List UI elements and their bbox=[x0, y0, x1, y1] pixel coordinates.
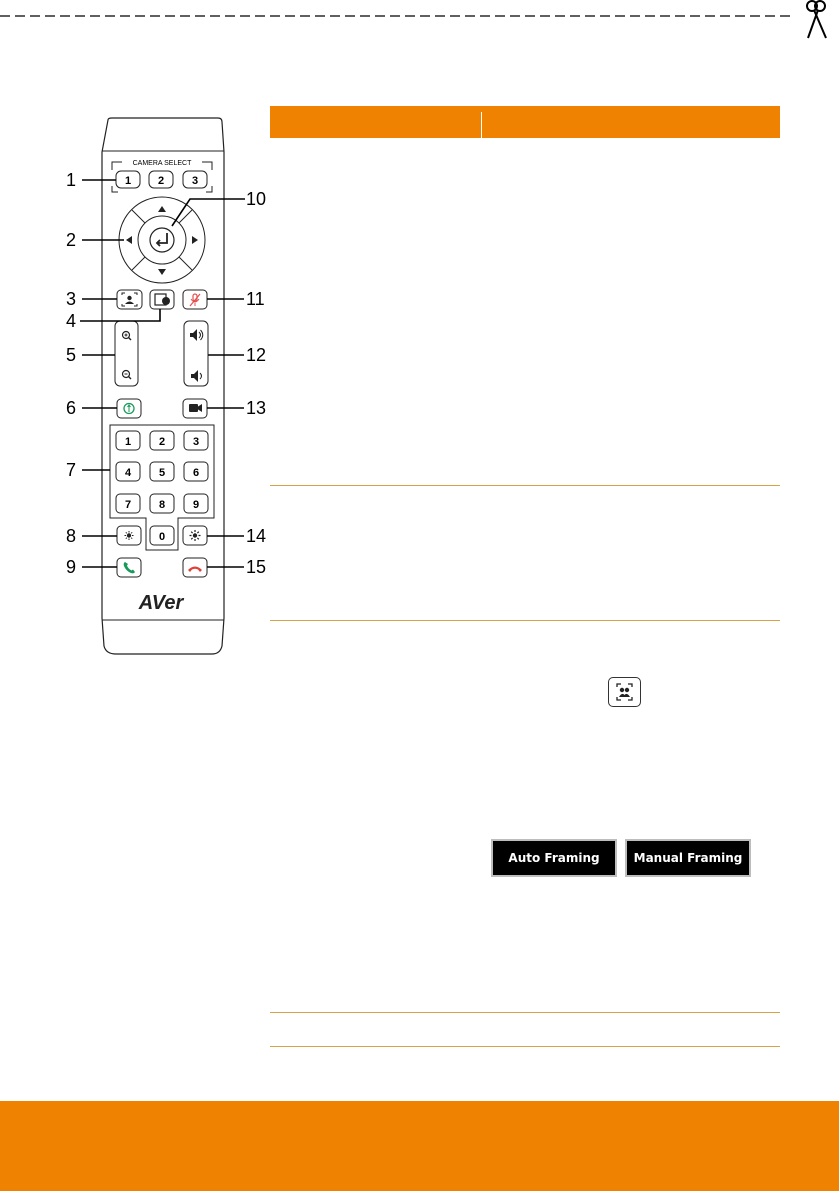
table-header-divider bbox=[481, 112, 482, 138]
table-row-separator bbox=[270, 620, 780, 621]
svg-text:7: 7 bbox=[124, 499, 132, 511]
svg-text:0: 0 bbox=[158, 531, 166, 543]
svg-text:4: 4 bbox=[124, 467, 132, 479]
callout-13: 13 bbox=[246, 398, 267, 418]
camera-select-2-button[interactable] bbox=[149, 171, 173, 188]
manual-framing-button-image: Manual Framing bbox=[625, 839, 751, 877]
callout-1: 1 bbox=[66, 170, 77, 190]
hang-up-button[interactable] bbox=[183, 558, 207, 577]
brightness-down-icon bbox=[125, 531, 134, 540]
callout-15: 15 bbox=[246, 557, 267, 577]
auto-framing-inline-icon bbox=[608, 677, 641, 707]
callout-7: 7 bbox=[66, 460, 77, 480]
brightness-down-button[interactable] bbox=[117, 526, 141, 545]
callout-14: 14 bbox=[246, 526, 267, 546]
preset-button[interactable] bbox=[150, 290, 174, 309]
numpad-7-button[interactable] bbox=[116, 494, 140, 513]
callout-2: 2 bbox=[66, 230, 77, 250]
call-button[interactable] bbox=[117, 558, 141, 577]
table-row-separator bbox=[270, 485, 780, 486]
callout-11: 11 bbox=[246, 289, 265, 309]
remote-control-diagram bbox=[0, 0, 270, 670]
svg-text:3: 3 bbox=[191, 175, 199, 187]
callout-9: 9 bbox=[66, 557, 77, 577]
numpad-9-button[interactable] bbox=[184, 494, 208, 513]
callout-12: 12 bbox=[246, 345, 267, 365]
volume-rocker[interactable] bbox=[184, 321, 208, 386]
auto-framing-button[interactable] bbox=[117, 290, 142, 309]
svg-text:8: 8 bbox=[158, 499, 166, 511]
numpad-8-button[interactable] bbox=[150, 494, 174, 513]
callout-6: 6 bbox=[66, 398, 77, 418]
svg-text:3: 3 bbox=[192, 436, 200, 448]
callout-5: 5 bbox=[66, 345, 77, 365]
numpad-6-button[interactable] bbox=[184, 462, 208, 481]
callout-4: 4 bbox=[66, 311, 77, 331]
svg-text:2: 2 bbox=[158, 436, 166, 448]
svg-text:1: 1 bbox=[124, 436, 132, 448]
callout-3: 3 bbox=[66, 289, 77, 309]
svg-text:1: 1 bbox=[124, 175, 132, 187]
svg-text:9: 9 bbox=[192, 499, 200, 511]
zoom-rocker[interactable] bbox=[115, 321, 138, 386]
svg-text:6: 6 bbox=[192, 467, 200, 479]
scissors-icon bbox=[807, 1, 826, 38]
svg-text:5: 5 bbox=[158, 467, 166, 479]
numpad-3-button[interactable] bbox=[184, 431, 208, 450]
camera-select-label: CAMERA SELECT bbox=[132, 160, 192, 167]
page-footer-bar bbox=[0, 1101, 839, 1191]
callout-10: 10 bbox=[246, 189, 267, 209]
aver-logo: AVer bbox=[138, 592, 184, 614]
auto-framing-button-image: Auto Framing bbox=[491, 839, 617, 877]
table-header bbox=[270, 106, 780, 138]
table-row-separator bbox=[270, 1046, 780, 1047]
mute-button[interactable] bbox=[183, 290, 207, 309]
table-row-separator bbox=[270, 1012, 780, 1013]
numpad-5-button[interactable] bbox=[150, 462, 174, 481]
brightness-up-button[interactable] bbox=[183, 526, 207, 545]
numpad-0-button[interactable] bbox=[150, 526, 174, 545]
reset-button[interactable] bbox=[117, 399, 141, 418]
svg-text:2: 2 bbox=[157, 175, 165, 187]
enter-button[interactable] bbox=[150, 228, 174, 252]
callout-8: 8 bbox=[66, 526, 77, 546]
camera-button[interactable] bbox=[183, 399, 207, 418]
numpad-2-button[interactable] bbox=[150, 431, 174, 450]
numpad-1-button[interactable] bbox=[116, 431, 140, 450]
camera-select-3-button[interactable] bbox=[183, 171, 207, 188]
camera-select-1-button[interactable] bbox=[116, 171, 140, 188]
numpad-4-button[interactable] bbox=[116, 462, 140, 481]
